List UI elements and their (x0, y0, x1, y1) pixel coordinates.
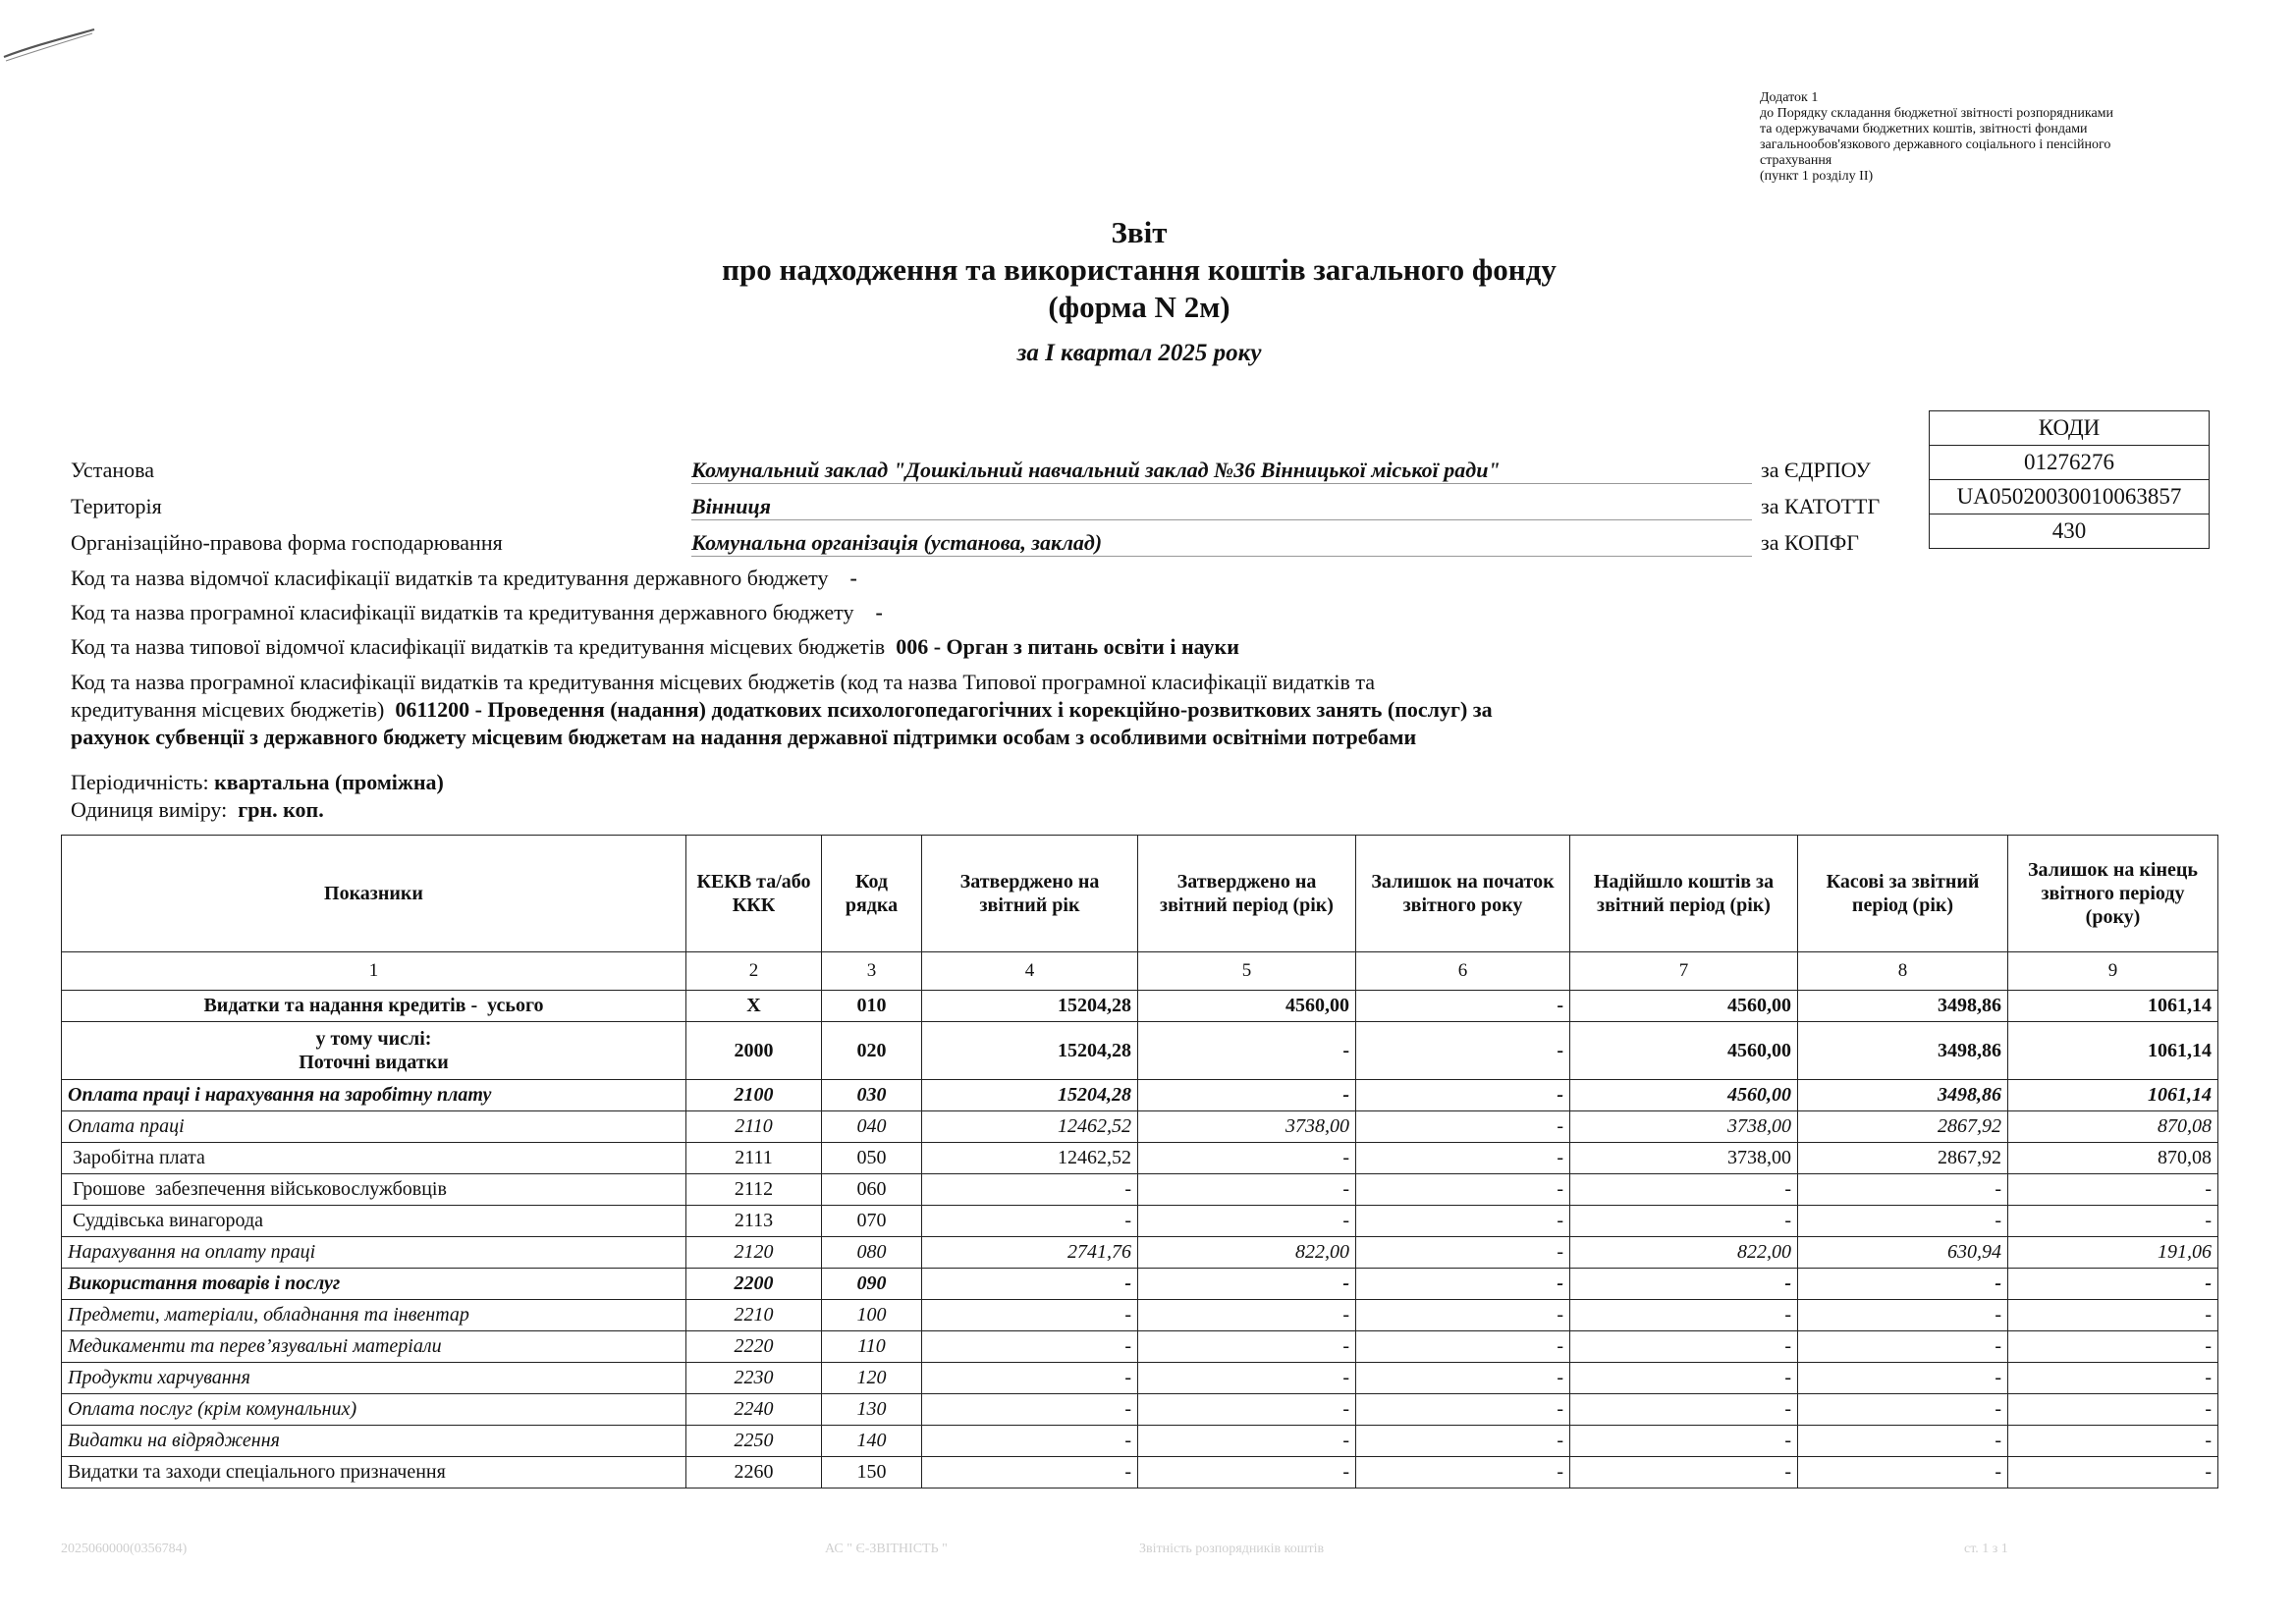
row-code-cell: 090 (822, 1269, 922, 1300)
dept-classification (71, 565, 1760, 592)
kekv-cell: 2210 (686, 1300, 822, 1331)
institution-label: Установа (71, 458, 154, 482)
column-number: 8 (1798, 952, 2008, 991)
row-label: Предмети, матеріали, обладнання та інвентар (62, 1300, 686, 1331)
received-cell: 4560,00 (1570, 1080, 1798, 1111)
approved-period-cell: - (1138, 1300, 1356, 1331)
table-row (62, 1237, 2218, 1269)
approved-year-cell: 15204,28 (922, 1080, 1138, 1111)
approved-year-cell: - (922, 1394, 1138, 1426)
balance-end-cell: - (2008, 1457, 2218, 1489)
local-program-value-1: 0611200 - Проведення (надання) додаткових психологопедагогічних і корекційно-розвиткових занять (послуг) за (395, 697, 1493, 722)
row-label: Використання товарів і послуг (62, 1269, 686, 1300)
footer-page: ст. 1 з 1 (1964, 1542, 2008, 1556)
row-code-cell: 050 (822, 1143, 922, 1174)
balance-end-cell: - (2008, 1174, 2218, 1206)
table-row (62, 1111, 2218, 1143)
column-header: КЕКВ та/або ККК (686, 836, 822, 952)
row-code-cell: 080 (822, 1237, 922, 1269)
org-form-value: Комунальна організація (установа, заклад) (691, 530, 1752, 557)
cash-cell: - (1798, 1426, 2008, 1457)
balance-start-cell: - (1356, 1457, 1570, 1489)
approved-year-cell: 15204,28 (922, 991, 1138, 1022)
column-header: Залишок на кінець звітного періоду (року) (2008, 836, 2218, 952)
received-cell: - (1570, 1174, 1798, 1206)
table-row (62, 1394, 2218, 1426)
column-header: Касові за звітний період (рік) (1798, 836, 2008, 952)
received-cell: - (1570, 1331, 1798, 1363)
kekv-cell: 2120 (686, 1237, 822, 1269)
cash-cell: - (1798, 1331, 2008, 1363)
approved-year-cell: - (922, 1331, 1138, 1363)
table-row (62, 1426, 2218, 1457)
approved-period-cell: - (1138, 1457, 1356, 1489)
cash-cell: - (1798, 1363, 2008, 1394)
balance-start-cell: - (1356, 1394, 1570, 1426)
kekv-cell: 2000 (686, 1022, 822, 1080)
column-header: Залишок на початок звітного року (1356, 836, 1570, 952)
codes-header: КОДИ (1930, 411, 2210, 446)
kekv-cell: 2110 (686, 1111, 822, 1143)
local-program-label-1: Код та назва програмної класифікації видатків та кредитування місцевих бюджетів (код та назва Типової програмної класифікації видатків та (71, 670, 1375, 694)
report-subtitle: про надходження та використання коштів загального фонду (722, 252, 1557, 287)
approved-year-cell: 12462,52 (922, 1143, 1138, 1174)
approved-period-cell: - (1138, 1143, 1356, 1174)
typical-classification-label: Код та назва типової відомчої класифікації видатків та кредитування місцевих бюджетів (71, 634, 886, 659)
table-header-row (62, 836, 2218, 952)
row-label: Оплата праці (62, 1111, 686, 1143)
balance-start-cell: - (1356, 1022, 1570, 1080)
approved-year-cell: - (922, 1457, 1138, 1489)
cash-cell: - (1798, 1394, 2008, 1426)
received-cell: - (1570, 1394, 1798, 1426)
row-code-cell: 030 (822, 1080, 922, 1111)
code-kopfg: 430 (1930, 514, 2210, 549)
approved-year-cell: 2741,76 (922, 1237, 1138, 1269)
territory-label: Територія (71, 494, 162, 518)
institution-code-label: за ЄДРПОУ (1761, 458, 1871, 482)
row-label (62, 1022, 686, 1080)
periodicity-label: Періодичність: (71, 770, 209, 794)
row-label-line: Поточні видатки (299, 1052, 449, 1073)
territory-code-label: за КАТОТТГ (1761, 494, 1881, 518)
kekv-cell: 2111 (686, 1143, 822, 1174)
cash-cell: - (1798, 1269, 2008, 1300)
received-cell: - (1570, 1363, 1798, 1394)
balance-start-cell: - (1356, 1426, 1570, 1457)
cash-cell: - (1798, 1457, 2008, 1489)
periodicity-value: квартальна (проміжна) (214, 770, 444, 794)
kekv-cell: 2250 (686, 1426, 822, 1457)
approved-year-cell: 12462,52 (922, 1111, 1138, 1143)
row-label: Грошове забезпечення військовослужбовців (62, 1174, 686, 1206)
column-number: 5 (1138, 952, 1356, 991)
row-label: Нарахування на оплату праці (62, 1237, 686, 1269)
balance-start-cell: - (1356, 991, 1570, 1022)
kekv-cell: 2240 (686, 1394, 822, 1426)
balance-start-cell: - (1356, 1111, 1570, 1143)
received-cell: - (1570, 1300, 1798, 1331)
balance-start-cell: - (1356, 1143, 1570, 1174)
local-program-label-2: кредитування місцевих бюджетів) (71, 697, 385, 722)
approved-period-cell: - (1138, 1080, 1356, 1111)
approved-period-cell: - (1138, 1394, 1356, 1426)
code-katottg: UA05020030010063857 (1930, 480, 2210, 514)
approved-period-cell: 4560,00 (1138, 991, 1356, 1022)
table-row (62, 1174, 2218, 1206)
column-number: 6 (1356, 952, 1570, 991)
column-number: 7 (1570, 952, 1798, 991)
received-cell: 3738,00 (1570, 1111, 1798, 1143)
kekv-cell: 2220 (686, 1331, 822, 1363)
cash-cell: - (1798, 1300, 2008, 1331)
table-row (62, 1143, 2218, 1174)
row-label: Медикаменти та перев’язувальні матеріали (62, 1331, 686, 1363)
balance-start-cell: - (1356, 1237, 1570, 1269)
codes-table (1929, 410, 2210, 549)
balance-end-cell: - (2008, 1331, 2218, 1363)
row-code-cell: 140 (822, 1426, 922, 1457)
approved-period-cell: 3738,00 (1138, 1111, 1356, 1143)
cash-cell: 3498,86 (1798, 1080, 2008, 1111)
org-form-code-label: за КОПФГ (1761, 530, 1859, 555)
column-header: Показники (62, 836, 686, 952)
balance-end-cell: - (2008, 1394, 2218, 1426)
received-cell: - (1570, 1269, 1798, 1300)
org-form-label: Організаційно-правова форма господарювання (71, 530, 503, 555)
balance-end-cell: 191,06 (2008, 1237, 2218, 1269)
received-cell: 3738,00 (1570, 1143, 1798, 1174)
balance-start-cell: - (1356, 1174, 1570, 1206)
local-program-classification (71, 669, 1760, 751)
unit-value: грн. коп. (238, 797, 324, 822)
kekv-cell: X (686, 991, 822, 1022)
approved-period-cell: - (1138, 1174, 1356, 1206)
cash-cell: 2867,92 (1798, 1111, 2008, 1143)
received-cell: 4560,00 (1570, 991, 1798, 1022)
row-code-cell: 120 (822, 1363, 922, 1394)
approved-period-cell: - (1138, 1331, 1356, 1363)
kekv-cell: 2100 (686, 1080, 822, 1111)
dept-classification-label: Код та назва відомчої класифікації видатків та кредитування державного бюджету (71, 566, 829, 590)
appendix-note (1760, 90, 2202, 185)
balance-start-cell: - (1356, 1206, 1570, 1237)
table-row (62, 1457, 2218, 1489)
approved-period-cell: - (1138, 1022, 1356, 1080)
cash-cell: 3498,86 (1798, 991, 2008, 1022)
appendix-line: Додаток 1 (1760, 90, 1819, 105)
approved-period-cell: - (1138, 1426, 1356, 1457)
kekv-cell: 2113 (686, 1206, 822, 1237)
typical-classification-value: 006 - Орган з питань освіти і науки (896, 634, 1239, 659)
table-row (62, 991, 2218, 1022)
unit (71, 797, 324, 823)
appendix-line: (пункт 1 розділу II) (1760, 169, 1874, 184)
table-row (62, 1363, 2218, 1394)
cash-cell: 2867,92 (1798, 1143, 2008, 1174)
footer-left: 2025060000(0356784) (61, 1542, 188, 1556)
balance-end-cell: - (2008, 1300, 2218, 1331)
appendix-line: загальнообов'язкового державного соціального і пенсійного (1760, 137, 2111, 152)
footer-center-2: Звітність розпорядників коштів (1139, 1542, 1325, 1556)
table-row (62, 1080, 2218, 1111)
balance-end-cell: - (2008, 1363, 2218, 1394)
approved-period-cell: - (1138, 1269, 1356, 1300)
table-row (62, 1269, 2218, 1300)
balance-start-cell: - (1356, 1331, 1570, 1363)
balance-end-cell: 870,08 (2008, 1111, 2218, 1143)
row-label: Видатки та заходи спеціального призначення (62, 1457, 686, 1489)
kekv-cell: 2260 (686, 1457, 822, 1489)
kekv-cell: 2112 (686, 1174, 822, 1206)
row-label: Видатки та надання кредитів - усього (62, 991, 686, 1022)
cash-cell: 630,94 (1798, 1237, 2008, 1269)
cash-cell: - (1798, 1206, 2008, 1237)
row-code-cell: 040 (822, 1111, 922, 1143)
scan-mark-icon (0, 0, 118, 69)
row-code-cell: 150 (822, 1457, 922, 1489)
prog-classification-label: Код та назва програмної класифікації видатків та кредитування державного бюджету (71, 600, 854, 624)
balance-end-cell: - (2008, 1206, 2218, 1237)
table-row (62, 1022, 2218, 1080)
funds-table (61, 835, 2218, 1489)
kekv-cell: 2200 (686, 1269, 822, 1300)
approved-year-cell: - (922, 1206, 1138, 1237)
report-period: за І квартал 2025 року (1016, 340, 1262, 366)
approved-year-cell: - (922, 1174, 1138, 1206)
row-label: Продукти харчування (62, 1363, 686, 1394)
row-code-cell: 110 (822, 1331, 922, 1363)
balance-end-cell: 1061,14 (2008, 1080, 2218, 1111)
table-row (62, 1331, 2218, 1363)
row-label-line: у тому числі: (315, 1028, 432, 1050)
cash-cell: 3498,86 (1798, 1022, 2008, 1080)
column-number: 9 (2008, 952, 2218, 991)
column-number: 4 (922, 952, 1138, 991)
typical-classification (71, 633, 1760, 661)
title-block (452, 214, 1827, 367)
row-code-cell: 070 (822, 1206, 922, 1237)
column-header: Затверджено на звітний період (рік) (1138, 836, 1356, 952)
balance-start-cell: - (1356, 1269, 1570, 1300)
table-row (62, 1206, 2218, 1237)
balance-end-cell: 1061,14 (2008, 991, 2218, 1022)
row-label: Оплата послуг (крім комунальних) (62, 1394, 686, 1426)
balance-start-cell: - (1356, 1363, 1570, 1394)
appendix-line: до Порядку складання бюджетної звітності розпорядниками (1760, 106, 2114, 121)
row-code-cell: 130 (822, 1394, 922, 1426)
column-header: Надійшло коштів за звітний період (рік) (1570, 836, 1798, 952)
balance-start-cell: - (1356, 1080, 1570, 1111)
received-cell: - (1570, 1457, 1798, 1489)
balance-end-cell: - (2008, 1269, 2218, 1300)
column-number: 2 (686, 952, 822, 991)
unit-label: Одиниця виміру: (71, 797, 228, 822)
column-header: Затверджено на звітний рік (922, 836, 1138, 952)
received-cell: - (1570, 1206, 1798, 1237)
code-edrpou: 01276276 (1930, 446, 2210, 480)
balance-end-cell: 870,08 (2008, 1143, 2218, 1174)
row-label: Суддівська винагорода (62, 1206, 686, 1237)
balance-end-cell: - (2008, 1426, 2218, 1457)
approved-year-cell: - (922, 1426, 1138, 1457)
row-code-cell: 100 (822, 1300, 922, 1331)
row-label: Видатки на відрядження (62, 1426, 686, 1457)
balance-end-cell: 1061,14 (2008, 1022, 2218, 1080)
dept-classification-value: - (849, 566, 857, 590)
approved-period-cell: 822,00 (1138, 1237, 1356, 1269)
periodicity (71, 770, 444, 795)
table-row (62, 1300, 2218, 1331)
row-label: Оплата праці і нарахування на заробітну плату (62, 1080, 686, 1111)
column-number: 3 (822, 952, 922, 991)
approved-period-cell: - (1138, 1206, 1356, 1237)
report-form: (форма N 2м) (1048, 290, 1230, 324)
received-cell: - (1570, 1426, 1798, 1457)
balance-start-cell: - (1356, 1300, 1570, 1331)
prog-classification-value: - (875, 600, 883, 624)
row-label: Заробітна плата (62, 1143, 686, 1174)
row-code-cell: 060 (822, 1174, 922, 1206)
column-number: 1 (62, 952, 686, 991)
received-cell: 822,00 (1570, 1237, 1798, 1269)
appendix-line: страхування (1760, 153, 1832, 168)
row-code-cell: 020 (822, 1022, 922, 1080)
cash-cell: - (1798, 1174, 2008, 1206)
column-header: Код рядка (822, 836, 922, 952)
approved-year-cell: - (922, 1300, 1138, 1331)
received-cell: 4560,00 (1570, 1022, 1798, 1080)
territory-value: Вінниця (691, 494, 1752, 520)
approved-year-cell: - (922, 1363, 1138, 1394)
local-program-value-2: рахунок субвенції з державного бюджету місцевим бюджетам на надання державної підтримки особам з особливими освітніми потребами (71, 725, 1417, 749)
approved-period-cell: - (1138, 1363, 1356, 1394)
prog-classification (71, 599, 1760, 626)
kekv-cell: 2230 (686, 1363, 822, 1394)
approved-year-cell: 15204,28 (922, 1022, 1138, 1080)
approved-year-cell: - (922, 1269, 1138, 1300)
column-number-row (62, 952, 2218, 991)
report-title: Звіт (1111, 215, 1168, 249)
institution-value: Комунальний заклад "Дошкільний навчальний заклад №36 Вінницької міської ради" (691, 458, 1752, 484)
footer-center: АС " Є-ЗВІТНІСТЬ " (825, 1542, 948, 1556)
row-code-cell: 010 (822, 991, 922, 1022)
appendix-line: та одержувачами бюджетних коштів, звітності фондами (1760, 122, 2088, 136)
